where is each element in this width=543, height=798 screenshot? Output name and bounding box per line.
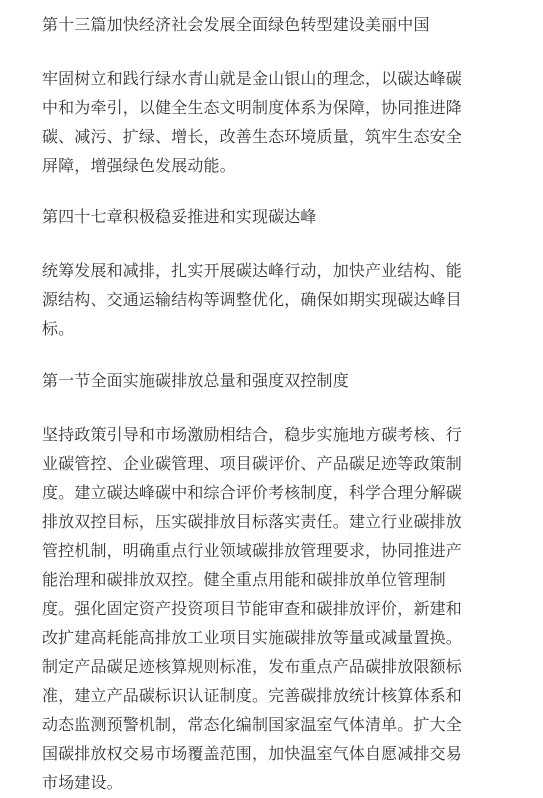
paragraph-line: 制定产品碳足迹核算规则标准，发布重点产品碳排放限额标 [42, 657, 462, 676]
paragraph-line: 源结构、交通运输结构等调整优化，确保如期实现碳达峰目 [42, 290, 462, 309]
paragraph-line: 管控机制，明确重点行业领域碳排放管理要求，协同推进产 [42, 541, 462, 560]
paragraph-line: 统筹发展和减排，扎实开展碳达峰行动，加快产业结构、能 [42, 261, 462, 280]
paragraph-line: 能治理和碳排放双控。健全重点用能和碳排放单位管理制 [42, 570, 446, 589]
paragraph-line: 国碳排放权交易市场覆盖范围，加快温室气体自愿减排交易 [42, 744, 462, 763]
paragraph-line: 业碳管控、企业碳管理、项目碳评价、产品碳足迹等政策制 [42, 454, 462, 473]
paragraph-line: 标。 [42, 319, 75, 338]
paragraph-line: 市场建设。 [42, 773, 123, 792]
paragraph-line: 坚持政策引导和市场激励相结合，稳步实施地方碳考核、行 [42, 425, 462, 444]
heading-section-1 [42, 366, 349, 395]
paragraph-section-1 [42, 420, 462, 797]
paragraph-line: 牢固树立和践行绿水青山就是金山银山的理念，以碳达峰碳 [42, 69, 462, 88]
heading-text: 第四十七章积极稳妥推进和实现碳达峰 [42, 207, 317, 226]
paragraph-line: 改扩建高耗能高排放工业项目实施碳排放等量或减量置换。 [42, 628, 462, 647]
paragraph-line: 中和为牵引，以健全生态文明制度体系为保障，协同推进降 [42, 98, 462, 117]
paragraph-line: 度。强化固定资产投资项目节能审查和碳排放评价，新建和 [42, 599, 462, 618]
heading-chapter-47 [42, 202, 317, 231]
paragraph-line: 排放双控目标，压实碳排放目标落实责任。建立行业碳排放 [42, 512, 462, 531]
paragraph-part-13 [42, 64, 462, 180]
paragraph-line: 碳、减污、扩绿、增长，改善生态环境质量，筑牢生态安全 [42, 127, 462, 146]
paragraph-line: 准，建立产品碳标识认证制度。完善碳排放统计核算体系和 [42, 686, 462, 705]
paragraph-line: 度。建立碳达峰碳中和综合评价考核制度，科学合理分解碳 [42, 483, 462, 502]
heading-text: 第十三篇加快经济社会发展全面绿色转型建设美丽中国 [42, 15, 430, 34]
paragraph-line: 动态监测预警机制，常态化编制国家温室气体清单。扩大全 [42, 715, 462, 734]
heading-part-13 [42, 10, 430, 39]
paragraph-line: 屏障，增强绿色发展动能。 [42, 156, 236, 175]
paragraph-chapter-47 [42, 256, 462, 343]
heading-text: 第一节全面实施碳排放总量和强度双控制度 [42, 371, 349, 390]
